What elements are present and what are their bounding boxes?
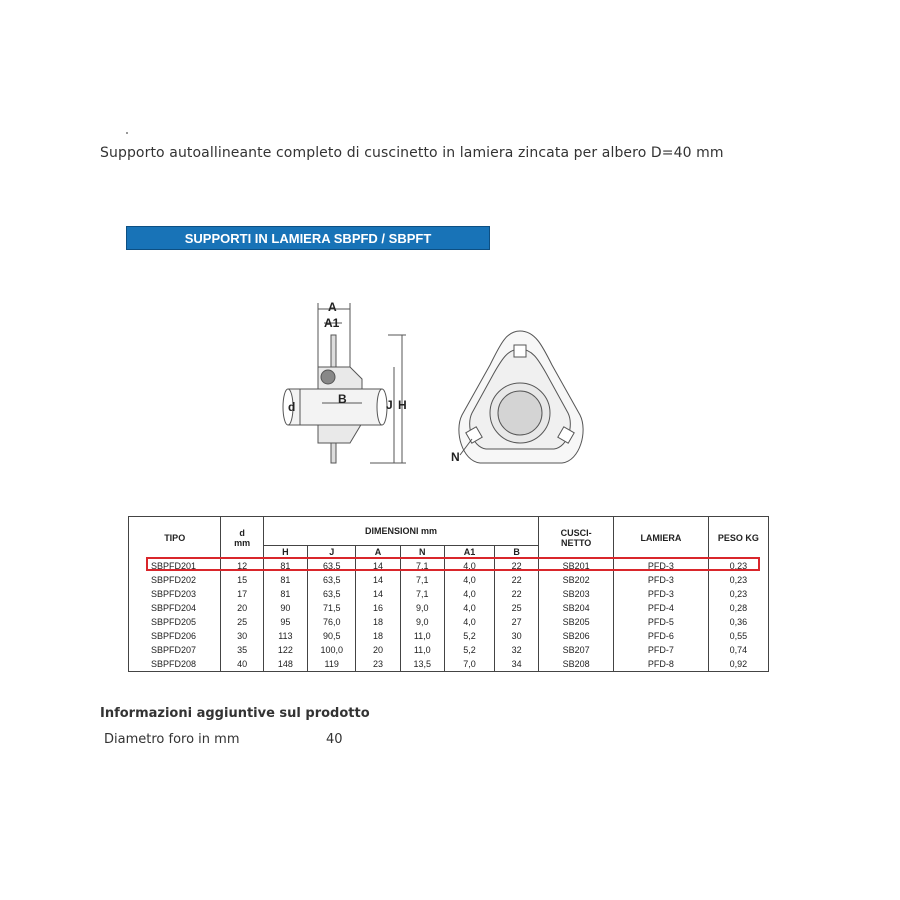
header-a: A	[356, 546, 400, 559]
table-row	[129, 601, 769, 615]
cell-j: 63,5	[308, 559, 356, 574]
cell-tipo: SBPFD202	[129, 573, 221, 587]
technical-drawing	[270, 295, 610, 475]
table-row	[129, 643, 769, 657]
cell-n: 13,5	[400, 657, 444, 672]
banner-title: SUPPORTI IN LAMIERA SBPFD / SBPFT	[184, 231, 432, 246]
label-a1: A1	[324, 316, 340, 330]
cell-a: 14	[356, 559, 400, 574]
cell-j: 90,5	[308, 629, 356, 643]
cell-b: 22	[495, 573, 539, 587]
section-banner	[126, 226, 490, 250]
cell-lamiera: PFD-3	[614, 559, 709, 574]
cell-tipo: SBPFD205	[129, 615, 221, 629]
cell-j: 119	[308, 657, 356, 672]
cell-tipo: SBPFD208	[129, 657, 221, 672]
table-row	[129, 615, 769, 629]
cell-cuscinetto: SB208	[539, 657, 614, 672]
label-d: d	[288, 400, 296, 414]
cell-cuscinetto: SB203	[539, 587, 614, 601]
cell-n: 9,0	[400, 601, 444, 615]
cell-cuscinetto: SB201	[539, 559, 614, 574]
label-h: H	[398, 398, 407, 412]
label-n: N	[451, 450, 460, 464]
cell-cuscinetto: SB204	[539, 601, 614, 615]
info-value: 40	[326, 732, 343, 747]
cell-h: 81	[263, 587, 307, 601]
header-d-label: d	[239, 527, 245, 538]
table-row	[129, 587, 769, 601]
header-d-unit: mm	[234, 537, 251, 548]
cell-a1: 4,0	[444, 559, 494, 574]
cell-lamiera: PFD-6	[614, 629, 709, 643]
cell-d: 40	[221, 657, 263, 672]
cell-cuscinetto: SB205	[539, 615, 614, 629]
header-j: J	[308, 546, 356, 559]
front-view	[459, 331, 583, 463]
cell-d: 12	[221, 559, 263, 574]
header-a1: A1	[444, 546, 494, 559]
cell-peso: 0,28	[708, 601, 768, 615]
cell-peso: 0,55	[708, 629, 768, 643]
cell-h: 81	[263, 559, 307, 574]
cell-h: 113	[263, 629, 307, 643]
cell-tipo: SBPFD201	[129, 559, 221, 574]
cell-cuscinetto: SB202	[539, 573, 614, 587]
table-row	[129, 573, 769, 587]
cell-b: 25	[495, 601, 539, 615]
cell-d: 15	[221, 573, 263, 587]
cell-peso: 0,36	[708, 615, 768, 629]
cell-n: 11,0	[400, 629, 444, 643]
info-label: Diametro foro in mm	[104, 732, 240, 747]
cell-a1: 4,0	[444, 587, 494, 601]
cell-a: 14	[356, 587, 400, 601]
cell-a1: 4,0	[444, 573, 494, 587]
cell-lamiera: PFD-3	[614, 573, 709, 587]
header-dimensioni: DIMENSIONI mm	[263, 517, 538, 546]
cell-a1: 5,2	[444, 629, 494, 643]
cell-h: 81	[263, 573, 307, 587]
cell-a1: 4,0	[444, 601, 494, 615]
cell-n: 9,0	[400, 615, 444, 629]
cell-h: 95	[263, 615, 307, 629]
cell-j: 100,0	[308, 643, 356, 657]
cell-d: 35	[221, 643, 263, 657]
cell-tipo: SBPFD207	[129, 643, 221, 657]
cell-n: 7,1	[400, 559, 444, 574]
cell-lamiera: PFD-3	[614, 587, 709, 601]
header-d	[221, 517, 263, 559]
cell-lamiera: PFD-7	[614, 643, 709, 657]
cell-tipo: SBPFD206	[129, 629, 221, 643]
cell-a: 16	[356, 601, 400, 615]
table-row	[129, 657, 769, 672]
label-b: B	[338, 392, 347, 406]
cell-j: 63,5	[308, 573, 356, 587]
header-cuscinetto: CUSCI- NETTO	[539, 517, 614, 559]
cell-a: 18	[356, 629, 400, 643]
cell-b: 34	[495, 657, 539, 672]
cell-peso: 0,23	[708, 559, 768, 574]
cell-a: 14	[356, 573, 400, 587]
cell-h: 148	[263, 657, 307, 672]
cell-peso: 0,23	[708, 587, 768, 601]
header-lamiera: LAMIERA	[614, 517, 709, 559]
cell-h: 122	[263, 643, 307, 657]
header-peso: PESO KG	[708, 517, 768, 559]
cell-lamiera: PFD-5	[614, 615, 709, 629]
cell-b: 27	[495, 615, 539, 629]
cell-a: 18	[356, 615, 400, 629]
cell-d: 25	[221, 615, 263, 629]
cell-j: 63,5	[308, 587, 356, 601]
cell-tipo: SBPFD203	[129, 587, 221, 601]
product-description: Supporto autoallineante completo di cuscinetto in lamiera zincata per albero D=40 mm	[100, 145, 724, 161]
info-section-title: Informazioni aggiuntive sul prodotto	[100, 706, 370, 721]
cell-peso: 0,74	[708, 643, 768, 657]
cell-b: 32	[495, 643, 539, 657]
cell-b: 22	[495, 559, 539, 574]
highlight-box	[146, 557, 760, 571]
header-h: H	[263, 546, 307, 559]
cell-a: 20	[356, 643, 400, 657]
cell-tipo: SBPFD204	[129, 601, 221, 615]
header-tipo: TIPO	[129, 517, 221, 559]
cell-d: 30	[221, 629, 263, 643]
cell-lamiera: PFD-8	[614, 657, 709, 672]
cell-n: 7,1	[400, 587, 444, 601]
cell-n: 11,0	[400, 643, 444, 657]
table-row	[129, 629, 769, 643]
side-view	[283, 303, 406, 463]
cell-cuscinetto: SB206	[539, 629, 614, 643]
cell-cuscinetto: SB207	[539, 643, 614, 657]
cell-peso: 0,92	[708, 657, 768, 672]
decorative-dot	[126, 132, 128, 134]
cell-h: 90	[263, 601, 307, 615]
info-row	[104, 732, 343, 747]
label-a: A	[328, 300, 337, 314]
cell-a1: 5,2	[444, 643, 494, 657]
header-n: N	[400, 546, 444, 559]
cell-d: 20	[221, 601, 263, 615]
cell-peso: 0,23	[708, 573, 768, 587]
cell-b: 30	[495, 629, 539, 643]
cell-d: 17	[221, 587, 263, 601]
cell-a1: 7,0	[444, 657, 494, 672]
cell-j: 71,5	[308, 601, 356, 615]
cell-lamiera: PFD-4	[614, 601, 709, 615]
spec-table	[128, 516, 769, 672]
header-b: B	[495, 546, 539, 559]
cell-a: 23	[356, 657, 400, 672]
cell-j: 76,0	[308, 615, 356, 629]
label-j: J	[386, 398, 393, 412]
cell-n: 7,1	[400, 573, 444, 587]
cell-a1: 4,0	[444, 615, 494, 629]
cell-b: 22	[495, 587, 539, 601]
